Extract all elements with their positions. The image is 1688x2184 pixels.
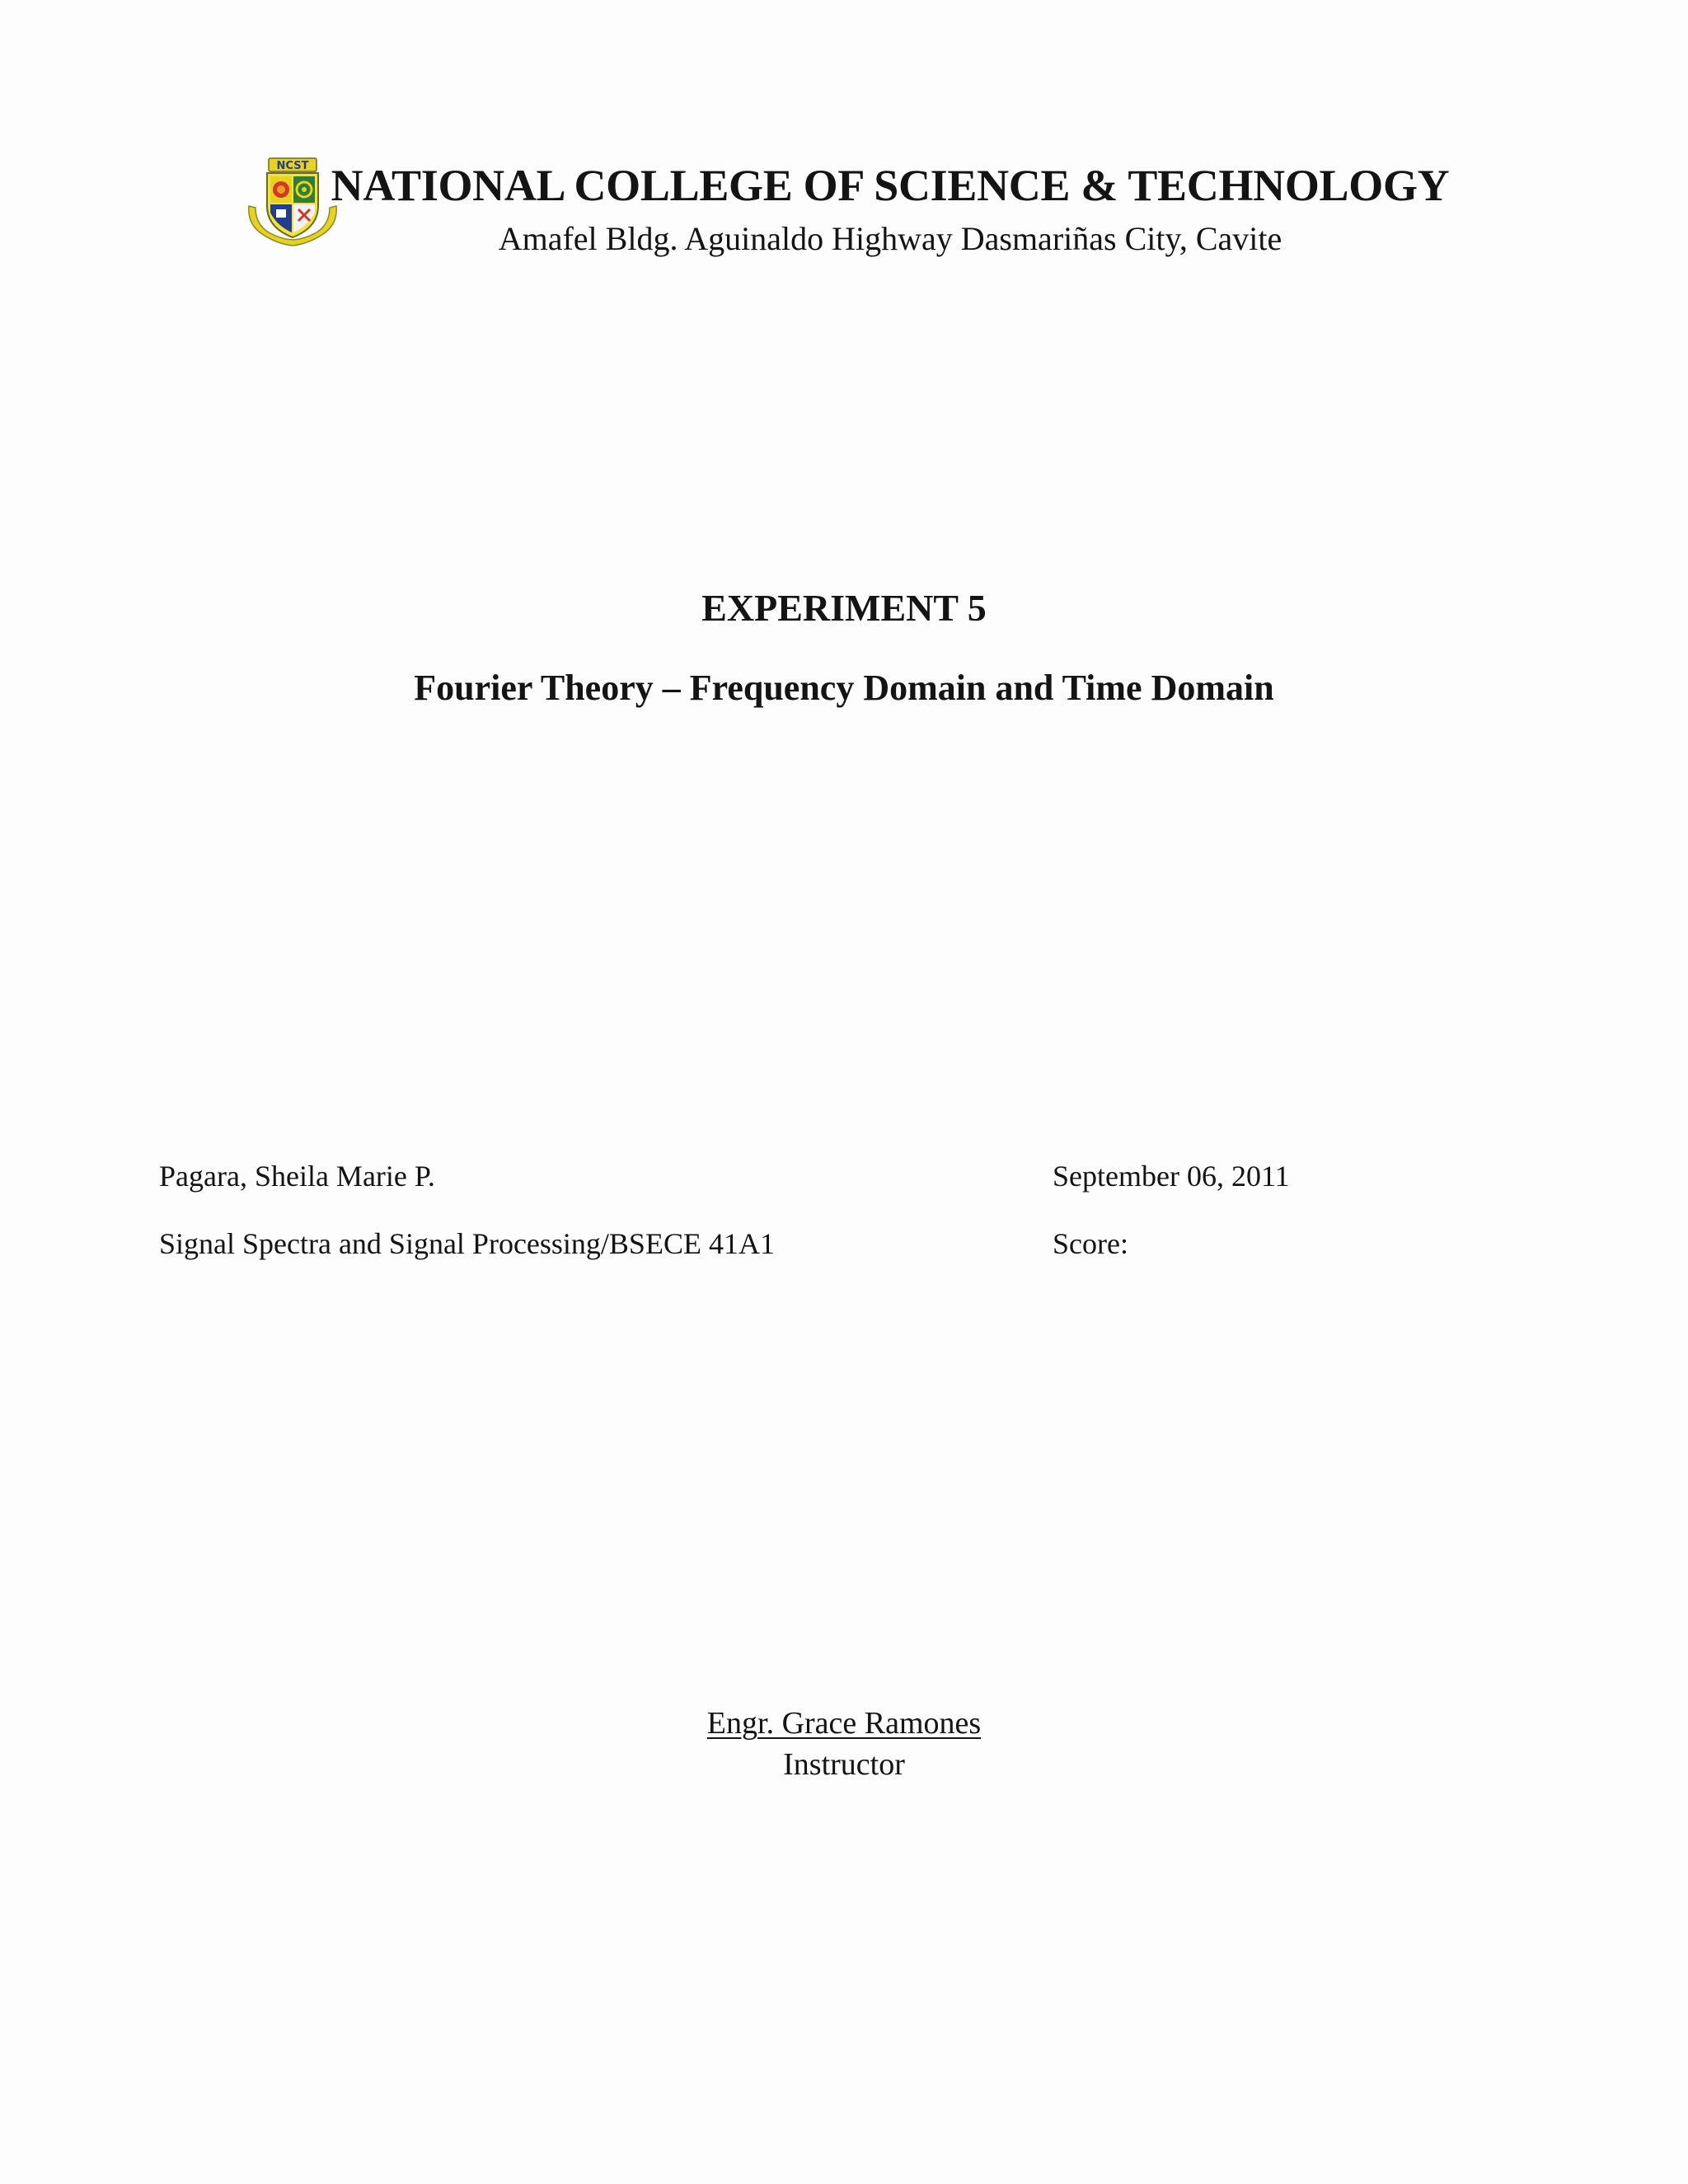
instructor-role: Instructor [783,1747,905,1782]
course-section: Signal Spectra and Signal Processing/BSECE 41A1 [159,1227,775,1260]
experiment-number: EXPERIMENT 5 [701,587,987,629]
experiment-title: Fourier Theory – Frequency Domain and Time Domain [414,668,1274,708]
svg-text:NCST: NCST [276,160,309,172]
score-label: Score: [1053,1227,1128,1260]
instructor-name-line [0,1703,1688,1744]
school-address: Amafel Bldg. Aguinaldo Highway Dasmariñas City, Cavite [498,220,1282,257]
student-name: Pagara, Sheila Marie P. [159,1160,435,1193]
instructor-name: Engr. Grace Ramones [706,1706,982,1741]
submission-date: September 06, 2011 [1053,1160,1290,1193]
school-name: NATIONAL COLLEGE OF SCIENCE & TECHNOLOGY [331,161,1450,210]
